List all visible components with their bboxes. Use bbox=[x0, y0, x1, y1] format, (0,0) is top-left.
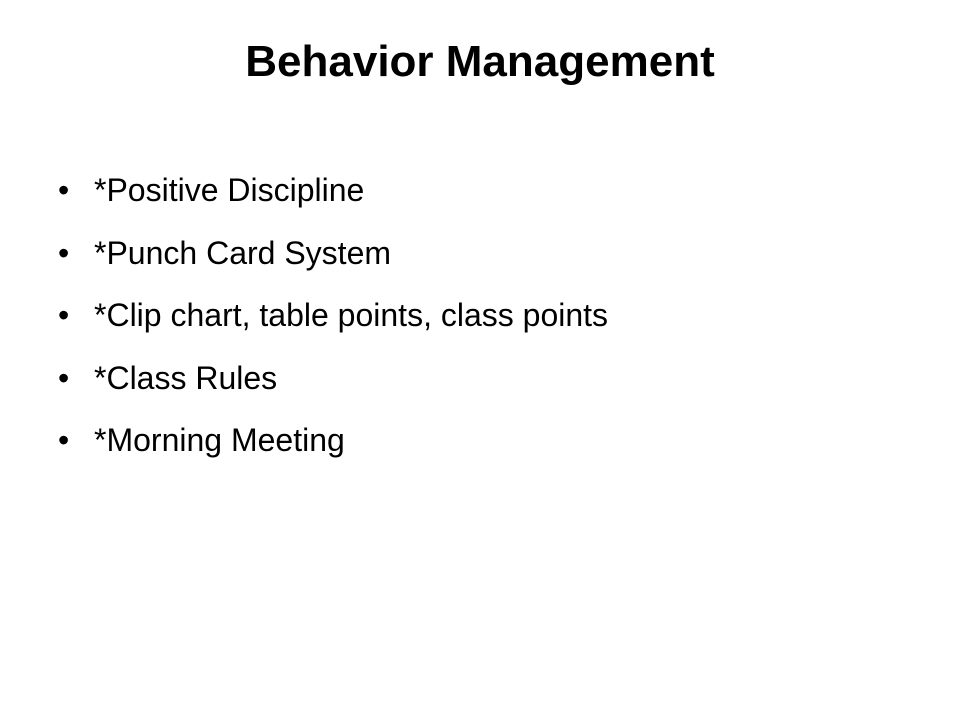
bullet-text: *Morning Meeting bbox=[94, 422, 345, 458]
bullet-icon: • bbox=[58, 297, 70, 333]
bullet-item-punch-card-system bbox=[58, 234, 608, 272]
bullet-item-positive-discipline bbox=[58, 171, 608, 209]
slide-title: Behavior Management bbox=[245, 37, 715, 86]
bullet-text: *Positive Discipline bbox=[94, 172, 365, 208]
bullet-text: *Clip chart, table points, class points bbox=[94, 297, 609, 333]
bullet-icon: • bbox=[58, 359, 70, 396]
bullet-item-clip-chart bbox=[58, 296, 608, 334]
bullet-icon: • bbox=[58, 172, 70, 208]
bullet-icon: • bbox=[58, 422, 70, 458]
bullet-list bbox=[58, 171, 608, 484]
bullet-text: *Class Rules bbox=[94, 359, 278, 396]
bullet-item-class-rules bbox=[58, 359, 608, 397]
bullet-icon: • bbox=[58, 234, 70, 271]
bullet-item-morning-meeting bbox=[58, 421, 608, 459]
bullet-text: *Punch Card System bbox=[94, 234, 392, 271]
